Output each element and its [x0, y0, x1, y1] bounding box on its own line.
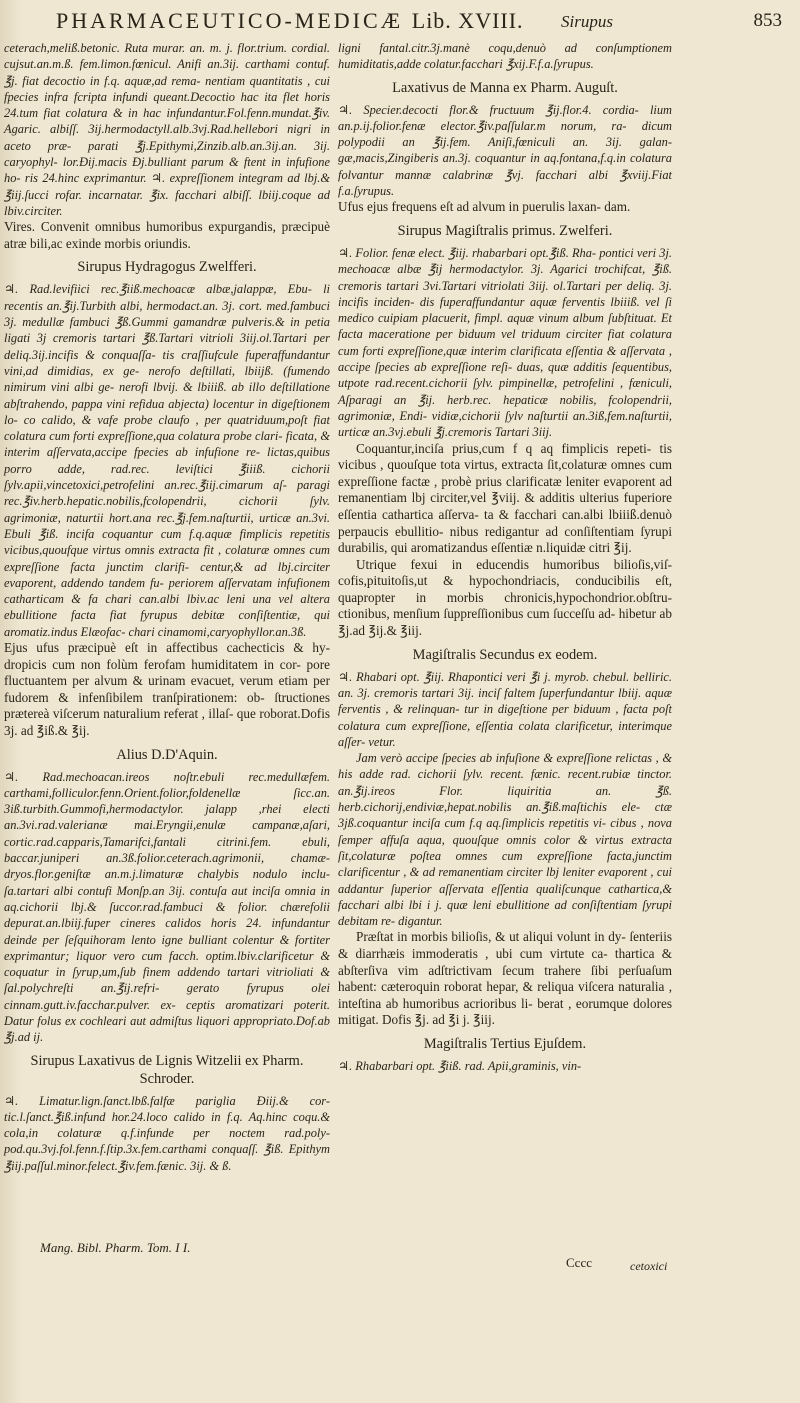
footer-reference: Mang. Bibl. Pharm. Tom. I I. — [40, 1240, 191, 1255]
section-heading: Sirupus Magiſtralis primus. Zwelferi. — [397, 222, 613, 239]
running-head — [56, 8, 524, 34]
section-heading: Sirupus Laxativus de Lignis Witzelii ex Pharm. Schroder. — [30, 1052, 304, 1087]
running-head-title: PHARMACEUTICO-MEDICÆ — [56, 8, 404, 33]
paragraph: ♃. Rad.levifiici rec.℥iiß.mechoacæ albæ,jalappæ, Ebu- li recentis an.℥ij.Turbith albi, hermodact.an. 3j. cort. med.fambuci 3j. medullæ fambuci ℥ß.Gummi gamandræ pulveris.& in petia ligati 3j cremoris tartari ℥ß.Tartari vitrioli 3iij.ol.Tartari per deliq.3ij.incifis & conquaſſa- tis craſſiufcule fuperaffundantur vini,ad dimidias, ex ge- nerofo deſtillati, lbiijß. (fumendo nimirum vini albi ge- nerofi lbvij. & lbiiiß. ab illo deſtillatione abſtrahendo, pappa vini refidua abjecta) locentur in digeſtionem lo- co calido, & vafe probe claufo , per quatriduum,poſt fiat colatura cum forti expreſſione,qua colatura probe clari- ficata, & interim aſſervata,accipe fpecies ab infufione re- lictas,quibus porro adde, rad.rec. leviſtici ℥iiiß. cichorii ſylv.apii,vincetoxici,petrofelini an.rec.℥iij.cimarum aſ- paragi rec.℥iv.herb.hepatic.nobilis,fcolopendrii, cichorii ſylv. agrimoniæ, naturtii hort.ana rec.℥j.fem.naſturtii, urticæ an.3vi. Ebuli ℥iß. incifa coquantur cum f.q.aquæ fimplicis repetitis vicibus,quoufque virtus omnis extracta fit , colaturæ omnes cum expreſſione facta junctim clarifi- centur,& ad lbj.circiter evaporent, addendo tandem fu- periorem aſſervatam infufionem catharticam & fa chari can.albi lbiv.ac leni una vel altera ebullitione facta fiat fyrupus debitæ conſiſtentiæ, qui aromatiz.indus Elæofac- chari cinamomi,caryophyllor.an.3ß. — [4, 282, 330, 639]
right-column — [338, 40, 672, 1074]
paragraph: ♃. Rad.mechoacan.ireos noſtr.ebuli rec.medullæfem. carthami,folliculor.fenn.Orient.folior,foldenellæ ſicc.an. 3iß.turbith.Gummofi,hermodactylor. jalapp ,rhei electi an.3vi.rad.valerianæ mai.Eryngii,enulæ campanæ,aſari, cortic.rad.capparis,Tamarifci,fantali citrini.fem. ebuli, baccar.juniperi an.3ß.folior.ceterach.agrimonii, chamæ- dryos.flor.geniſtæ an.m.j.limaturæ chalybis nodulo inclu- ſa.tartari albi contufi Monſp.an 3ij. contuſa aut inciſa omnia in aq.cichorii lbj.& ſuccor.rad.fambuci & folior. chærefolii depurat.an.lbiij.fuper cineres calidos horis 24. infundantur deinde per ſeſquihoram lento igne bulliant colentur & fortiter exprimantur; liquor vero cum facch. optim.lbiv.clarificetur & coquatur in ſyrup,um,ſub finem addendo tartari vitrioliati & ſal.polychreſti an.℥ij.refri- gerato fyrupus olei cinnam.gutt.iv.facchar.pulver. ex- ceptis aromatizari poterit. Datur folus ex cochleari aut admiſtus liquori appropriato.Dof.ab ℥j.ad ij. — [4, 769, 330, 1045]
page-number: 853 — [753, 10, 782, 31]
paragraph: ♃. Specier.decocti flor.& fructuum ℥ij.flor.4. cordia- lium an.p.ij.folior.fenæ elector.℥iv.paſſular.m norum, ra- dicum polypodii an ℥ij.fem. Aniſi,fœniculi an. 3ij. galan- gæ,macis,Zingiberis an.3j. coquantur in aq.fontana,f.q.in colatura folvantur mannæ calabrinæ ℥vj. facchari albi ℥xviij.Fiat f.a.ſyrupus. — [338, 102, 672, 199]
paragraph: ♃. Rhabarbari opt. ℥iiß. rad. Apii,graminis, vin- — [338, 1058, 582, 1073]
paragraph: ♃. Limatur.lign.ſanct.lbß.falfæ pariglia Ðiij.& cor- tic.l.ſanct.℥iß.infund hor.24.loco calido in f.q. Aq.hinc coqu.& cola,in colaturæ q.f.infunde per noctem rad.poly- pod.qu.3vj.fol.fenn.f.ſtip.3x.fem.carthami conquaſſ. ℥iß. Epithym ℥iij.paſſul.minor.felect.℥iv.fem.fænic. 3ij. & ß. — [4, 1093, 330, 1173]
section-heading: Laxativus de Manna ex Pharm. Auguſt. — [392, 79, 618, 96]
section-heading: Sirupus Hydragogus Zwelfferi. — [77, 259, 257, 276]
paragraph: Coquantur,inciſa prius,cum f q aq fimplicis repeti- tis vicibus , quouſque tota virtus, extracta ſit,colaturæ omnes cum expreſſione factæ , probè prius clarificatæ leniter evaporent ad remanentiam lbj circiter,vel ℥viij. & additis ulterius fuperiore eſſentia cathartica aſſerva- ta & facchari can.albi lbiiiß.denuò perpaucis ebullitio- nibus redigantur ad conſiſtentiam ſyrupi durabilis, qui aromatizandus eſſentiæ n.liquidæ citri ℥ij. — [338, 440, 672, 556]
book-number: Lib. XVIII. — [411, 8, 524, 33]
section-heading: Alius D.D'Aquin. — [116, 746, 218, 763]
paragraph: Vires. Convenit omnibus humoribus expurgandis, præcipuè atræ bili,ac exinde morbis oriundis. — [4, 219, 330, 251]
paragraph: Utrique fexui in educendis humoribus bilioſis,viſ- cofis,pituitoſis,ut & hypochondriacis, conducibilis eſt, quapropter in morbis chronicis,hypochondrior.obſtru- ctionibus, menſium ſuppreſſionibus cum ſucceſſu ad- hibetur ab ℥j.ad ℥ij.& ℥iij. — [338, 556, 672, 639]
left-column — [4, 40, 330, 1174]
paragraph: ligni fantal.citr.3j.manè coqu,denuò ad conſumptionem humiditatis,adde colatur.facchari ℥xij.F.f.a.ſyrupus. — [338, 41, 672, 72]
paragraph: ♃. Folior. fenæ elect. ℥iij. rhabarbari opt.℥iß. Rha- pontici veri 3j. mechoacæ albæ ℥ij hermodactylor. 3j. Agarici trochifcat, ℥iß. cremoris tartari 3vi.Tartari vitriolati 3iij. ol.Tartari per deliq. 3j. incifis inciden- dis fuperaffundantur aquæ ferventis lbiiiß. vel ſi medico cuipiam placuerit, fimpl. aquæ vinum album ſubſtituat. Et facta maceratione per biduum vel triduum circiter fiat colatura cum forti expreſſione,quæ interim clarificata eſſentia & aſſervata , accipe ſpecies ab expreſſione reſi- duas, quæ additis ſequentibus, utpote rad.recent.cichorii ſylv. pimpinellæ, petrofelini , fæniculi, Aſparagi an ℥ij. herb.rec. hepaticæ nobilis, fcolopendrii, agrimoniæ, Endi- vidiæ,cichorii ſylv naſturtii an.3iß,fem.naſturtii, urticæ an.3vj.ebuli ℥j.cremoris Tartari 3iij. — [338, 245, 672, 440]
paragraph: Ejus ufus præcipuè eſt in affectibus cachecticis & hy- dropicis cum non folùm ferofam humiditatem in cor- pore fluctuantem per alvum & urinam evacuet, verum etiam per fudorem & infenſibilem tranſpirationem: ob- ſtructiones prætereà viſcerum naturalium referat , illaſ- que roborat.Dofis 3j. ad ℥iß.& ℥ij. — [4, 639, 330, 738]
section-heading: Magiſtralis Secundus ex eodem. — [412, 646, 598, 663]
paragraph: Ufus ejus frequens eſt ad alvum in puerulis laxan- dam. — [338, 199, 631, 215]
section-title: Sirupus — [561, 12, 613, 31]
catchword: cetoxici — [630, 1259, 668, 1273]
signature-mark: Cccc — [566, 1255, 592, 1270]
paragraph: Præſtat in morbis bilioſis, & ut aliqui volunt in dy- ſenteriis & diarrhæis immoderatis , ubi cum virtute ca- thartica & abſterſiva vim adſtrictivam ſecum trahere ſibi perſuaſum habent: cæteroquin roborat hepar, & reliqua viſcera naturalia , inteſtina ab humoribus acrioribus li- berat , eorumque dolores mitigat. Dofis ℥j. ad ℥i j. ℥iij. — [338, 929, 672, 1028]
paragraph: Jam verò accipe ſpecies ab infuſione & expreſſione relictas , & his adde rad. cichorii ſylv. recent. fænic. recent.rubiæ tinctor. an.℥ij.ireos Flor. liquiritia an. ℥ß. herb.cichorij,endiviæ,hepat.nobilis an.℥iß.maſtichis ele- ctæ 3jß.coquantur inciſa cum f.q aq.ſimplicis repetitis vi- cibus , nova ſemper affuſa aqua, quouſque omnis color & virtus extracta ſit,colaturæ poſtea omnes cum expreſſione facta,junctim clarificentur , & ad remanentiam circiter lbj leniter evaporent , cui addantur ſuperior aſſervata eſſentia qualiſcunque cathartica,& facchari albi lbi i j. quæ leni ebullitione ad conſiſtentiam ſyrupi debitam re- digantur. — [338, 751, 672, 929]
section-heading: Magiſtralis Tertius Ejuſdem. — [423, 1035, 587, 1052]
paragraph: ♃. Rhabari opt. ℥iij. Rhapontici veri ℥i j. myrob. chebul. belliric. an. 3j. cremoris tartari 3ij. inciſ faltem ſuperfundantur lbiij. aquæ ferventis , & relinquan- tur in digeſtione per biduum , facta poſt colatura cum expreſſione, eſſentia colata clarificetur, interimque aſſer- vetur. — [338, 669, 672, 749]
paragraph: ceterach,meliß.betonic. Ruta murar. an. m. j. flor.trium. cordial. cujsut.an.m.ß. fem.limon.fœnicul. Anifi an.3ij. carthami contuf. ℥j. fiat decoctio in f.q. aquæ,ad rema- nentiam quantitatis , cui fpecies infra fcripta infundi queant.Decoctio hac ita flet horis 24.tum fiat colatura & in hac infundantur.Fol.fenn.mundat.℥iv. Agaric. albiſſ. 3ij.hermodactyll.alb.3vj.Rad.hellebori nigri in aceto præ- parati ℥j.Epithymi,Zinzib.alb.an.3ij.an. 3ij. caryophyl- lor.Ðij.macis Ðj.bulliant parum & ftent in infufione ho- ris 24.hinc exprimantur. ♃. expreſſionem integram ad lbj.& ℥iij.ſucci rofar. incarnatar. ℥ix. facchari albiſſ. lbiij.coque ad lbiv.circiter. — [4, 41, 330, 218]
running-header — [56, 8, 796, 42]
